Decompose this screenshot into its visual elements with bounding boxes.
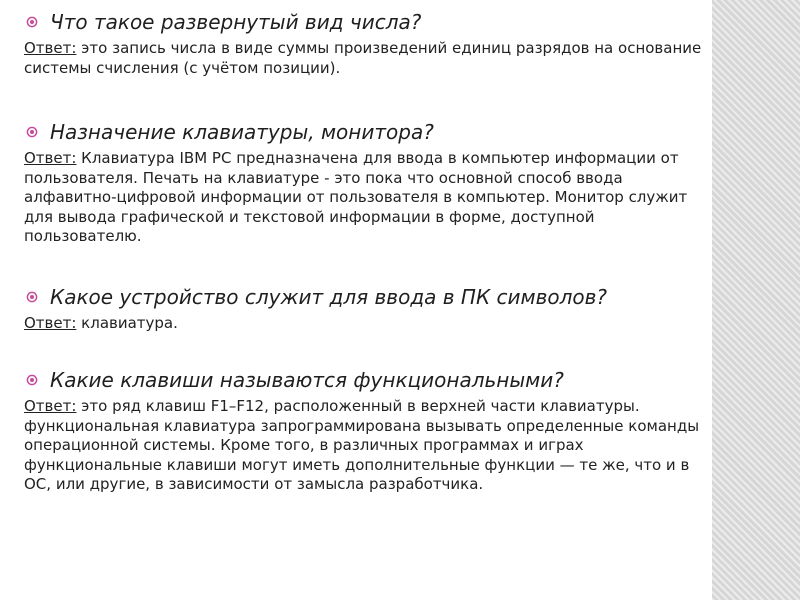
answer-text: Клавиатура IBM PC предназначена для ввода в компьютер информации от пользователя. Печать на клавиатуре - это пока что основной способ ввода алфавитно-цифровой информации от пользователя в компьютер. Монитор служит для вывода графической и текстовой информации в форме, доступной пользователю. bbox=[24, 149, 688, 245]
qa-block-4 bbox=[24, 368, 704, 495]
answer-paragraph bbox=[24, 149, 704, 247]
qa-block-2 bbox=[24, 120, 704, 247]
answer-paragraph bbox=[24, 397, 704, 495]
answer-label: Ответ: bbox=[24, 314, 77, 332]
bullet-icon bbox=[26, 16, 38, 28]
question-text: Какое устройство служит для ввода в ПК символов? bbox=[50, 285, 608, 309]
bullet-icon bbox=[26, 126, 38, 138]
question-heading bbox=[24, 10, 704, 34]
answer-text: это ряд клавиш F1–F12, расположенный в верхней части клавиатуры. функциональная клавиатура запрограммирована вызывать определенные команды операционной системы. Кроме того, в различных программах и играх функциональные клавиши могут иметь дополнительные функции — те же, что и в ОС, или другие, в зависимости от замысла разработчика. bbox=[24, 397, 700, 493]
question-heading bbox=[24, 368, 704, 392]
answer-label: Ответ: bbox=[24, 39, 77, 57]
decorative-side-band bbox=[712, 0, 800, 600]
answer-paragraph bbox=[24, 39, 704, 78]
question-heading bbox=[24, 285, 704, 309]
answer-paragraph bbox=[24, 314, 704, 334]
answer-label: Ответ: bbox=[24, 149, 77, 167]
bullet-icon bbox=[26, 374, 38, 386]
question-text: Что такое развернутый вид числа? bbox=[50, 10, 422, 34]
qa-block-3 bbox=[24, 285, 704, 334]
bullet-icon bbox=[26, 291, 38, 303]
question-text: Какие клавиши называются функциональными? bbox=[50, 368, 564, 392]
qa-block-1 bbox=[24, 10, 704, 78]
question-text: Назначение клавиатуры, монитора? bbox=[50, 120, 434, 144]
answer-text: это запись числа в виде суммы произведений единиц разрядов на основание системы счисления (с учётом позиции). bbox=[24, 39, 702, 77]
answer-label: Ответ: bbox=[24, 397, 77, 415]
question-heading bbox=[24, 120, 704, 144]
answer-text: клавиатура. bbox=[76, 314, 178, 332]
